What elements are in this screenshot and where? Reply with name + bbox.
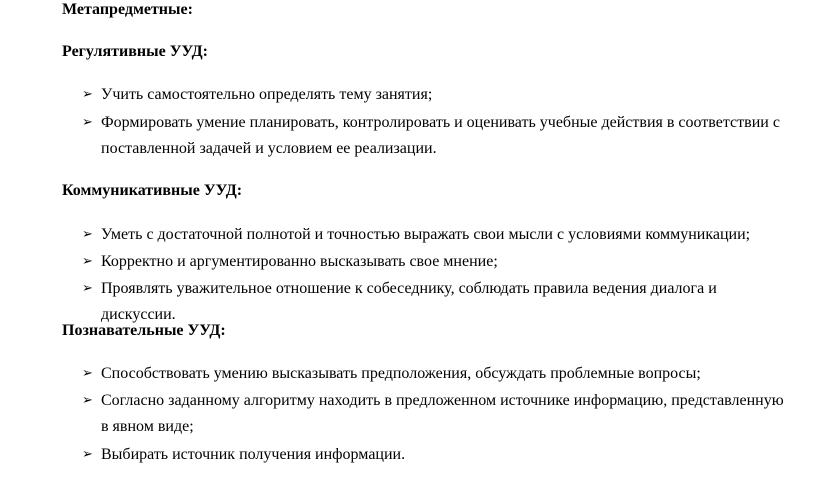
list-item-text: Проявлять уважительное отношение к собеседнику, соблюдать правила ведения диалога и дискуссии.	[101, 280, 717, 323]
list-item-text: Способствовать умению высказывать предположения, обсуждать проблемные вопросы;	[101, 365, 701, 382]
list-item	[82, 361, 792, 387]
list-item-text: Учить самостоятельно определять тему занятия;	[101, 86, 433, 103]
list-item-text: Корректно и аргументированно высказывать свое мнение;	[101, 253, 498, 270]
list-item-text: Уметь с достаточной полнотой и точностью выражать свои мысли с условиями коммуникации;	[101, 226, 751, 243]
communicative-heading: Коммуникативные УУД:	[62, 182, 243, 199]
list-item-text: Выбирать источник получения информации.	[101, 446, 406, 463]
arrow-bullet-icon: ➢	[82, 115, 93, 130]
arrow-bullet-icon: ➢	[82, 227, 93, 242]
arrow-bullet-icon: ➢	[82, 254, 93, 269]
arrow-bullet-icon: ➢	[82, 366, 93, 381]
list-item	[82, 388, 792, 440]
arrow-bullet-icon: ➢	[82, 393, 93, 408]
list-item-text: Формировать умение планировать, контролировать и оценивать учебные действия в соответствии с поставленной задачей и условием ее реализации.	[101, 114, 780, 157]
list-item	[82, 276, 792, 328]
regulative-heading: Регулятивные УУД:	[62, 43, 208, 60]
list-item-text: Согласно заданному алгоритму находить в предложенном источнике информацию, представленную в явном виде;	[101, 392, 784, 435]
list-item	[82, 442, 792, 468]
list-item	[82, 249, 792, 275]
arrow-bullet-icon: ➢	[82, 447, 93, 462]
arrow-bullet-icon: ➢	[82, 87, 93, 102]
meta-heading: Метапредметные:	[62, 1, 193, 18]
arrow-bullet-icon: ➢	[82, 281, 93, 296]
list-item	[82, 222, 792, 248]
list-item	[82, 110, 792, 162]
cognitive-heading: Познавательные УУД:	[62, 322, 226, 339]
list-item	[82, 82, 792, 108]
